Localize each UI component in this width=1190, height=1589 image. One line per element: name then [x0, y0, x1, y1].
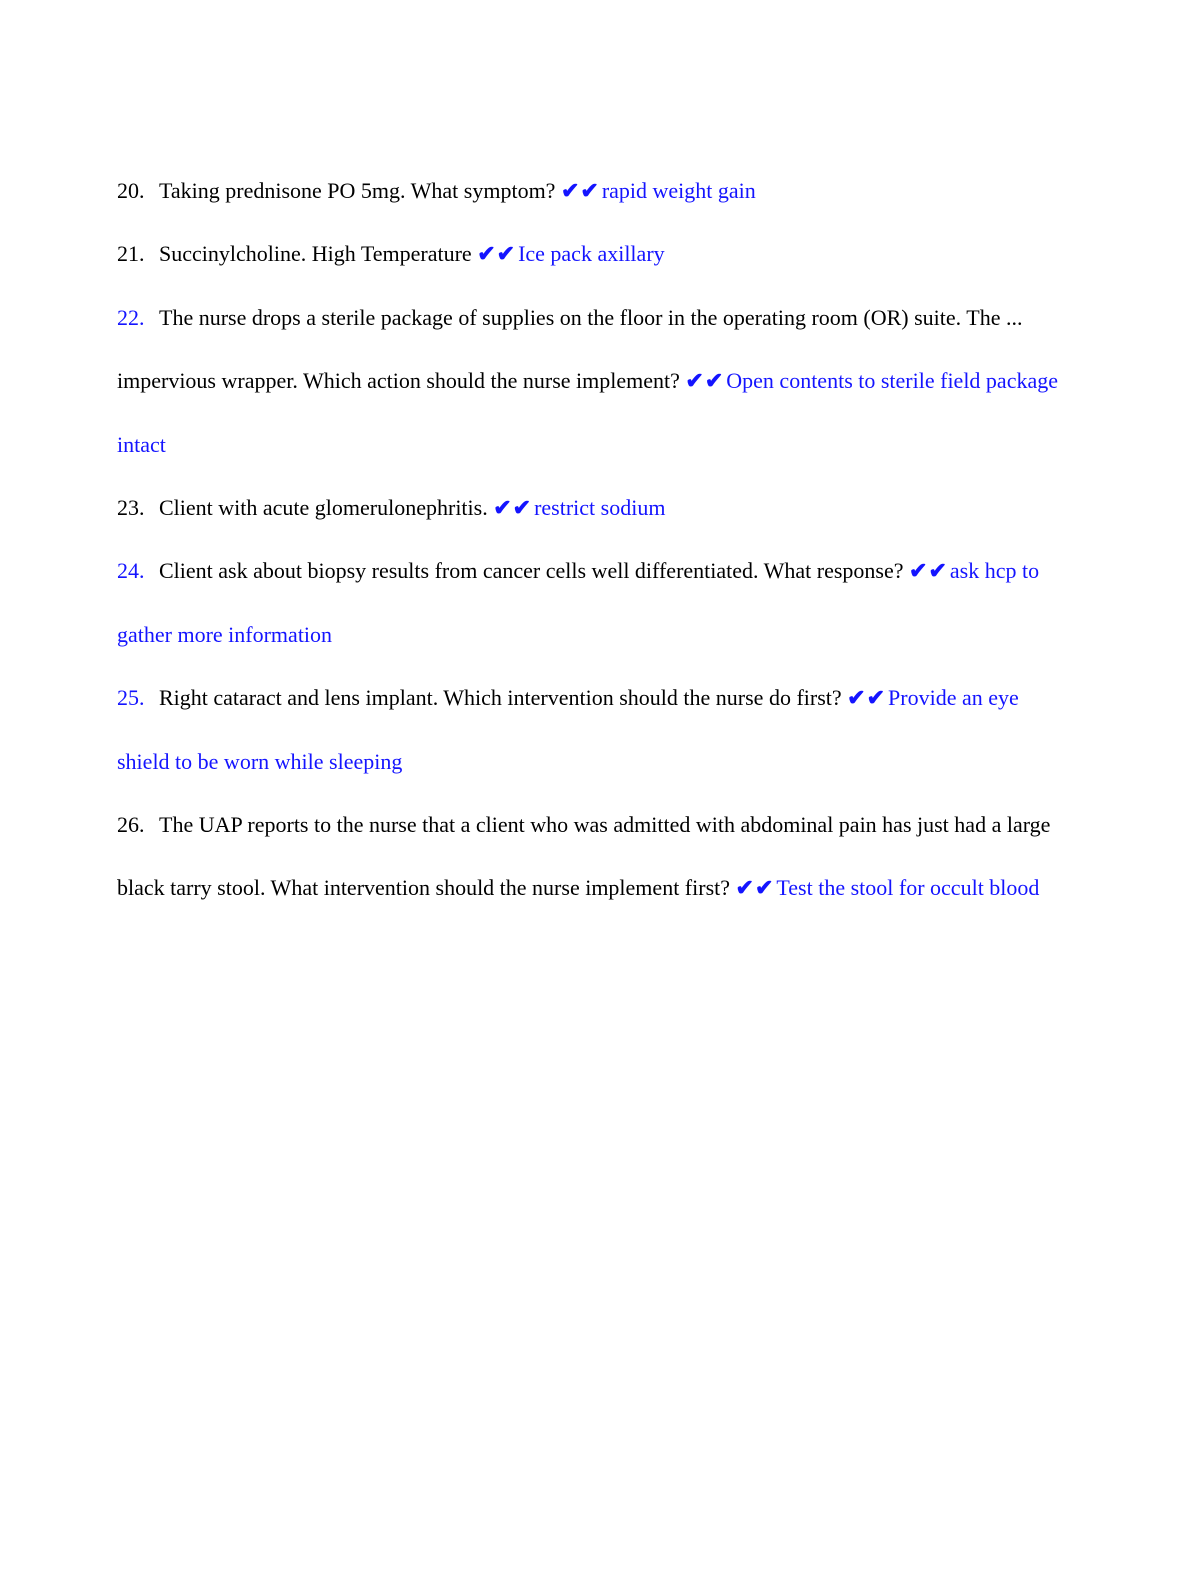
double-checkmark-icon: ✔✔: [560, 178, 600, 203]
text-line: [117, 793, 1080, 856]
text-segment: shield to be worn while sleeping: [117, 748, 403, 774]
text-line: [117, 603, 1080, 666]
text-line: [117, 222, 1080, 285]
question-number: 26.: [117, 811, 145, 837]
text-line: [117, 539, 1080, 602]
text-segment: restrict sodium: [534, 494, 666, 520]
text-segment: black tarry stool. What intervention should the nurse implement first?: [117, 875, 736, 901]
text-line: [117, 413, 1080, 476]
text-line: [117, 666, 1080, 729]
double-checkmark-icon: ✔✔: [477, 241, 517, 267]
text-segment: ask hcp to: [949, 558, 1040, 584]
text-segment: impervious wrapper. Which action should the nurse implement?: [117, 368, 686, 394]
double-checkmark-icon: ✔✔: [493, 494, 533, 520]
text-segment: Provide an eye: [888, 685, 1019, 711]
double-checkmark-icon: ✔✔: [685, 368, 725, 394]
text-line: [117, 286, 1080, 349]
text-line: [117, 159, 1080, 222]
text-segment: Client ask about biopsy results from cancer cells well differentiated. What response?: [159, 558, 910, 584]
text-segment: gather more information: [117, 621, 333, 647]
text-line: [117, 349, 1080, 412]
text-segment: Ice pack axillary: [518, 241, 665, 267]
text-line: [117, 730, 1080, 793]
question-number: 25.: [117, 685, 145, 711]
double-checkmark-icon: ✔✔: [735, 875, 775, 901]
text-segment: The nurse drops a sterile package of supplies on the floor in the operating room (OR) suite. The ...: [159, 304, 1023, 330]
text-segment: Test the stool for occult blood: [776, 875, 1040, 901]
text-segment: intact: [117, 431, 166, 457]
text-segment: Taking prednisone PO 5mg. What symptom?: [159, 178, 561, 203]
question-number: 22.: [117, 304, 145, 330]
double-checkmark-icon: ✔✔: [909, 558, 948, 584]
question-number: 21.: [117, 241, 145, 267]
document-lines: [117, 159, 1080, 920]
text-line: [117, 476, 1080, 539]
question-number: 23.: [117, 494, 145, 520]
text-segment: Succinylcholine. High Temperature: [159, 241, 478, 267]
text-segment: Open contents to sterile field package: [726, 368, 1058, 394]
text-line: [117, 856, 1080, 919]
text-segment: Client with acute glomerulonephritis.: [159, 494, 494, 520]
question-number: 24.: [117, 558, 145, 584]
text-segment: rapid weight gain: [601, 178, 756, 203]
question-number: 20.: [117, 178, 145, 203]
double-checkmark-icon: ✔✔: [847, 685, 887, 711]
text-segment: Right cataract and lens implant. Which intervention should the nurse do first?: [159, 685, 848, 711]
text-segment: The UAP reports to the nurse that a client who was admitted with abdominal pain has just had a large: [159, 811, 1051, 837]
